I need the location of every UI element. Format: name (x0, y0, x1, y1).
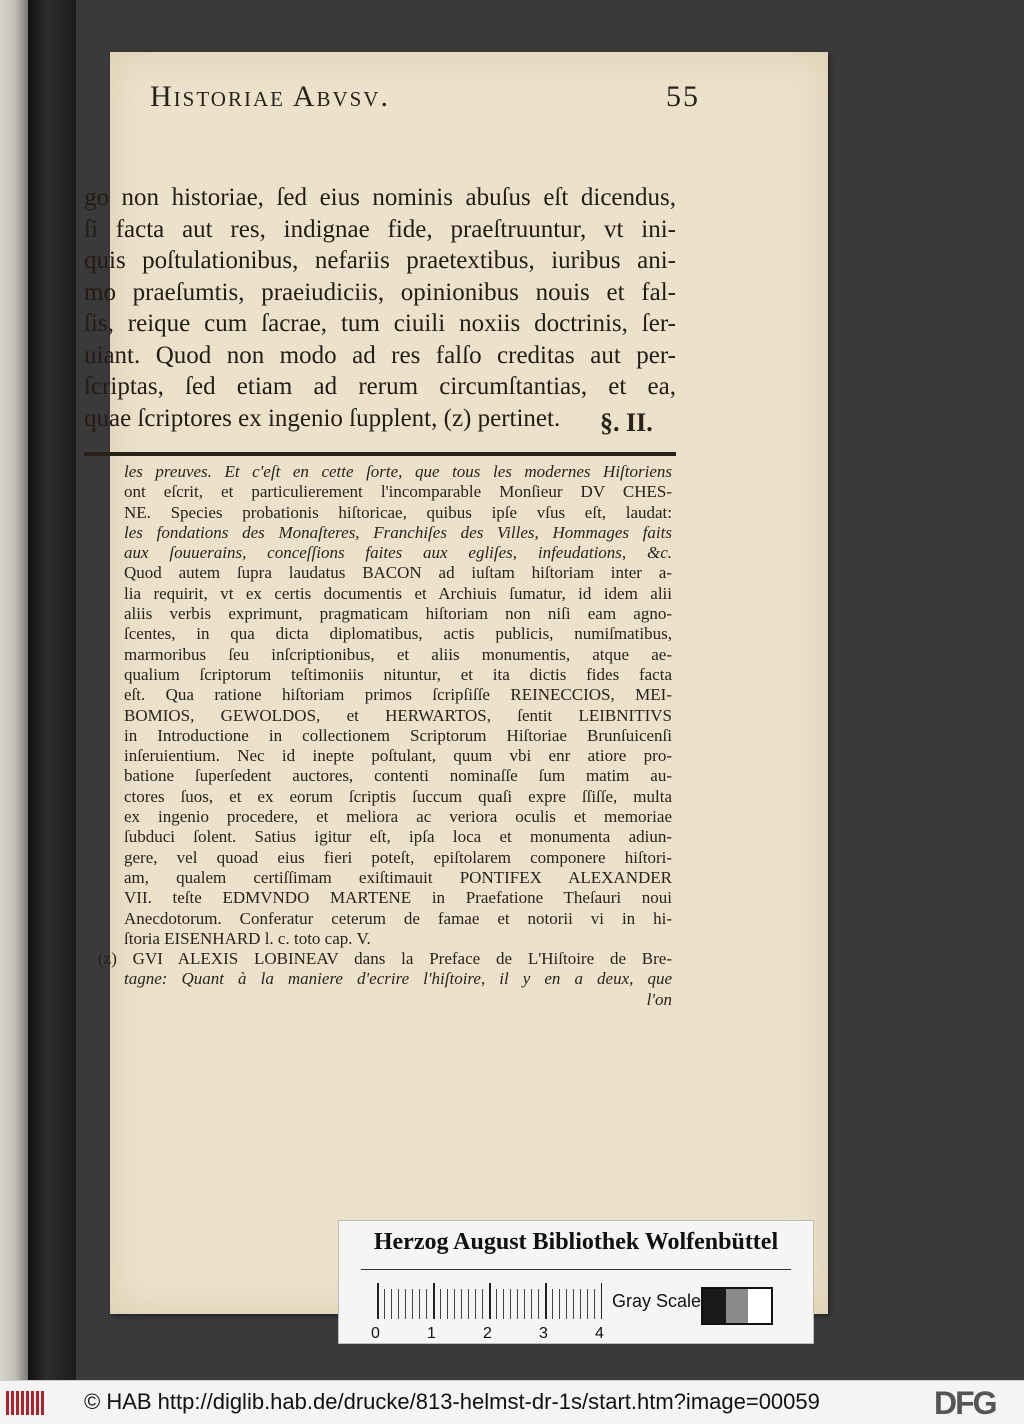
footnote-line: ſubduci ſolent. Satius igitur eſt, ipſa loca et monumenta adiun- (124, 827, 672, 847)
text-line: ſi facta aut res, indignae fide, praeſtruuntur, vt ini- (84, 215, 676, 243)
page-number: 55 (666, 80, 700, 113)
footnote-line: aux ſouuerains, conceſſions faites aux egliſes, infeudations, &c. (124, 543, 672, 563)
footnote-line: batione ſuperſedent auctores, contenti nominaſſe ſum matim au- (124, 766, 672, 786)
ruler-number: 1 (427, 1325, 436, 1342)
text-line: quis poſtulationibus, nefariis praetextibus, iuribus ani- (84, 247, 676, 274)
footnote-line: Quod autem ſupra laudatus BACON ad iuſtam hiſtoriam inter a- (124, 563, 672, 583)
footnote-line: les fondations des Monaſteres, Franchiſes des Villes, Hommages faits (124, 522, 672, 542)
footnotes (98, 462, 672, 1010)
footnote-line: qualium ſcriptorum teſtimoniis nituntur, et ita dictis fides facta (124, 664, 672, 684)
text-line: mo praeſumtis, praeiudiciis, opinionibus nouis et fal- (84, 278, 676, 306)
footnote-line: eſt. Qua ratione hiſtoriam primos ſcripſiſſe REINECCIOS, MEI- (124, 685, 672, 705)
footnote-line: ſcentes, in qua dicta diplomatibus, actis publicis, numiſmatibus, (124, 624, 672, 644)
footnote-line: aliis verbis exprimunt, pragmaticam hiſtoriam non niſi eam agno- (124, 604, 672, 624)
footnote-line: ont eſcrit, et particulierement l'incomparable Monſieur DV CHES- (124, 482, 672, 502)
gray-patch-white (748, 1289, 771, 1323)
book-binding (28, 0, 76, 1380)
footnote-line: am, qualem certiſſimam exiſtimauit PONTIFEX ALEXANDER (124, 867, 672, 887)
text-line: uiant. Quod non modo ad res falſo creditas aut per- (84, 341, 676, 369)
text-line: go non historiae, ſed eius nominis abuſus eſt dicendus, (84, 184, 676, 211)
footnote-line: (z) GVI ALEXIS LOBINEAV dans la Preface de L'Hiſtoire de Bre- (98, 949, 672, 969)
footnote-divider (84, 452, 676, 456)
book-spine-edge (0, 0, 28, 1380)
color-calibration-card (338, 1220, 814, 1344)
gray-patch-mid (726, 1289, 749, 1323)
running-head-title: Historiae Abvsv. (150, 80, 390, 113)
ruler-number: 0 (371, 1325, 380, 1342)
dfg-logo: DFG (934, 1385, 996, 1421)
footnote-line: lia requirit, vt ex certis documentis et Archiuis ſumatur, id idem alii (124, 583, 672, 603)
gray-patch-dark (703, 1289, 726, 1323)
ruler-number: 2 (483, 1325, 492, 1342)
barcode-icon (6, 1391, 46, 1415)
footnote-line: marmoribus ſeu inſcriptionibus, et aliis monumentis, atque ae- (124, 644, 672, 664)
footnote-line: Anecdotorum. Conferatur ceterum de famae et notorii vi in hi- (124, 908, 672, 928)
card-divider (361, 1269, 791, 1270)
footnote-line: in Introductione in collectionem Scriptorum Hiſtoriae Brunſuicenſi (124, 725, 672, 745)
running-head (150, 80, 700, 114)
footnote-line: l'on (646, 989, 672, 1009)
text-line: ſcriptas, ſed etiam ad rerum circumſtantias, et ea, (84, 373, 676, 400)
footnote-line: gere, vel quoad eius fieri poteſt, epiſtolarem componere hiſtori- (124, 847, 672, 867)
footnote-line: ex ingenio procedere, et meliora ac veriora oculis et memoriae (124, 807, 672, 827)
ruler-number: 4 (595, 1325, 604, 1342)
library-name: Herzog August Bibliothek Wolfenbüttel (373, 1229, 779, 1255)
footnote-line: VII. teſte EDMVNDO MARTENE in Praefatione Theſauri noui (124, 888, 672, 908)
footnote-line: ctores ſuos, et ex eorum ſcriptis ſuccum quaſi expre ſſiſſe, multa (124, 786, 672, 806)
footer-bar (0, 1380, 1024, 1424)
main-text (84, 182, 676, 434)
footnote-line: BOMIOS, GEWOLDOS, et HERWARTOS, ſentit LEIBNITIVS (124, 705, 672, 725)
ruler-number: 3 (539, 1325, 548, 1342)
text-line: ſis, reique cum ſacrae, tum ciuili noxiis doctrinis, ſer- (84, 310, 676, 337)
footnote-line: inſeruientium. Nec id inepte poſtulant, quum vbi enr atiore pro- (124, 746, 672, 766)
gray-scale-swatch (701, 1287, 773, 1325)
gray-scale-label: Gray Scale (612, 1291, 702, 1311)
footnote-line: NE. Species probationis hiſtoricae, quibus ipſe vſus eſt, laudat: (124, 502, 672, 522)
text-line: quae ſcriptores ex ingenio ſupplent, (z) pertinet. (84, 404, 561, 432)
copyright-link[interactable]: © HAB http://diglib.hab.de/drucke/813-helmst-dr-1s/start.htm?image=00059 (84, 1389, 820, 1414)
footnote-line: tagne: Quant à la maniere d'ecrire l'hiſtoire, il y en a deux, que (124, 969, 672, 989)
footnote-line: ſtoria EISENHARD l. c. toto cap. V. (124, 928, 371, 948)
footnote-line: les preuves. Et c'eſt en cette ſorte, que tous les modernes Hiſtoriens (124, 462, 672, 481)
section-heading: §. II. (600, 408, 653, 437)
ruler-major-ticks (377, 1283, 602, 1319)
